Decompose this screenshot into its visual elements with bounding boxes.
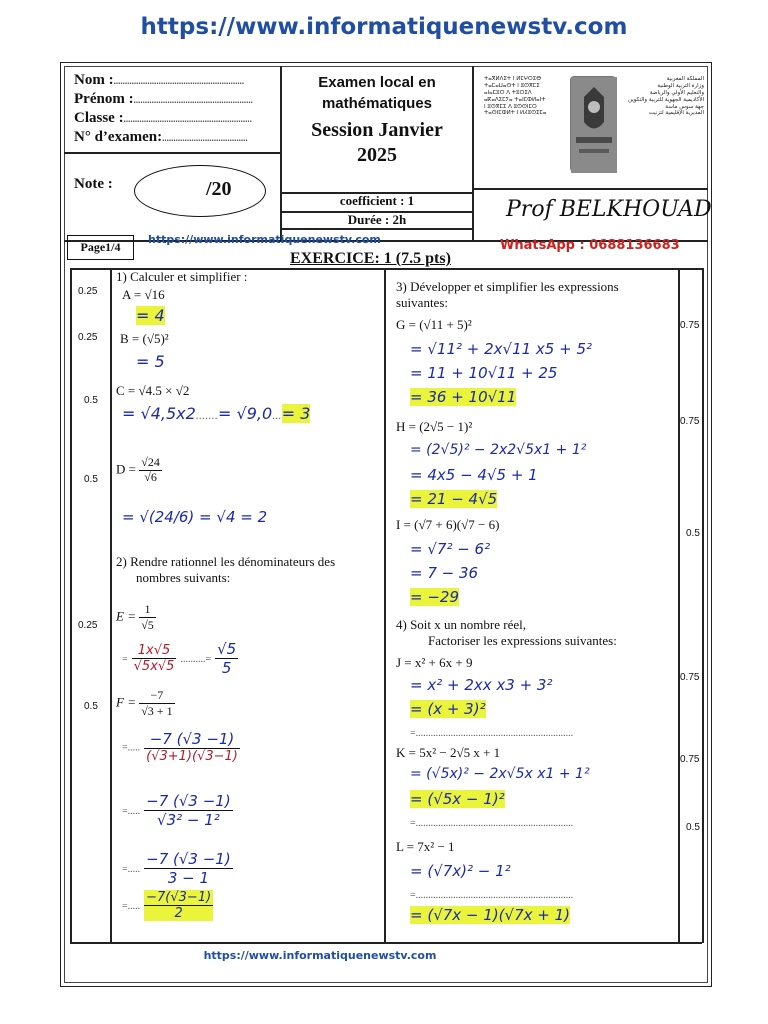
answer-f-step1: =..... $\frac{-7 (√3 -1)}{(√3+1)(√3-1)}$ <box>122 730 238 764</box>
table-border <box>384 268 386 943</box>
answer-k-final: = (√5x − 1)² <box>410 790 505 808</box>
exam-title-line1: Examen local en <box>318 74 436 91</box>
session-year: 2025 <box>357 144 397 166</box>
session-label: Session Janvier <box>311 119 443 141</box>
empty-answer-line: =............................................................... <box>410 890 574 901</box>
ministry-text-arabic: المملكة المغربية وزارة التربية الوطنية والتعليم الأولي والرياضة الأكاديمية الجهوية للتربية والتكوين جهة سوس ماسة المديرية الإقليمية لتزنيت <box>627 76 704 117</box>
note-total: /20 <box>206 178 232 200</box>
answer-a: = 4 <box>136 306 165 325</box>
points-b: 0.25 <box>78 332 98 343</box>
header-divider <box>472 188 708 190</box>
header-divider <box>64 152 280 154</box>
expr-d: D = $\frac{√24}{√6}$ <box>116 455 160 484</box>
answer-g-step1: = √11² + 2x√11 x5 + 5² <box>410 340 593 358</box>
answer-i-final: = −29 <box>410 588 459 606</box>
points-g: 0.75 <box>680 320 700 331</box>
answer-d: = √(24/6) = √4 = 2 <box>122 508 268 526</box>
answer-f-step2: =..... $\frac{-7 (√3 -1)}{\text{√3² − 1²}}$ <box>122 792 231 829</box>
answer-g-final: = 36 + 10√11 <box>410 388 517 406</box>
points-h: 0.75 <box>680 416 700 427</box>
nom-field[interactable]: Nom :.......................................................... <box>74 72 245 88</box>
expr-l: L = 7x² − 1 <box>396 839 455 854</box>
answer-b: = 5 <box>136 352 165 371</box>
expr-i: I = (√7 + 6)(√7 − 6) <box>396 517 500 532</box>
exam-number-field[interactable]: N° d’examen:...................................... <box>74 129 248 145</box>
answer-l-final: = (√7x − 1)(√7x + 1) <box>410 906 570 924</box>
header-divider <box>472 66 474 240</box>
coefficient: coefficient : 1 <box>339 193 415 208</box>
table-border <box>110 268 112 943</box>
answer-j-final: = (x + 3)² <box>410 700 486 718</box>
expr-g: G = (√11 + 5)² <box>396 317 472 332</box>
question-4-line1: 4) Soit x un nombre réel, <box>396 617 526 632</box>
points-c: 0.5 <box>84 395 98 406</box>
top-url[interactable]: https://www.informatiquenewstv.com <box>140 14 628 40</box>
question-4-line2: Factoriser les expressions suivantes: <box>428 633 617 648</box>
answer-g-step2: = 11 + 10√11 + 25 <box>410 364 558 382</box>
prof-signature: Prof BELKHOUAD <box>506 197 712 222</box>
points-f: 0.5 <box>84 701 98 712</box>
expr-j: J = x² + 6x + 9 <box>396 655 473 670</box>
answer-f-final: =..... $\frac{-7(√3-1)}{2}$ <box>122 890 212 921</box>
answer-i-step1: = √7² − 6² <box>410 540 491 558</box>
header-divider <box>280 228 472 230</box>
points-j: 0.75 <box>680 672 700 683</box>
answer-h-step2: = 4x5 − 4√5 + 1 <box>410 466 538 484</box>
answer-h-final: = 21 − 4√5 <box>410 490 498 508</box>
answer-l-step1: = (√7x)² − 1² <box>410 862 511 880</box>
points-k: 0.75 <box>680 754 700 765</box>
points-l: 0.5 <box>686 822 700 833</box>
question-2-line2: nombres suivants: <box>136 570 231 585</box>
question-1: 1) Calculer et simplifier : <box>116 269 248 284</box>
page-indicator: Page1/4 <box>67 235 134 260</box>
expr-f: F = $\frac{-7}{√3 + 1}$ <box>116 688 173 718</box>
question-3-line1: 3) Développer et simplifier les expressions <box>396 279 619 294</box>
exam-title-line2: mathématiques <box>321 95 433 112</box>
answer-i-step2: = 7 − 36 <box>410 564 479 582</box>
answer-f-step3: =..... $\frac{-7 (√3 -1)}{3 - 1}$ <box>122 850 231 887</box>
table-border <box>678 268 680 943</box>
table-border <box>702 268 704 943</box>
table-border <box>70 268 72 943</box>
crossed-answer-line: =............................................................... <box>410 818 574 829</box>
question-2-line1: 2) Rendre rationnel les dénominateurs des <box>116 554 336 569</box>
expr-a: A = √16 <box>122 287 165 302</box>
points-e: 0.25 <box>78 620 98 631</box>
answer-j-step1: = x² + 2xx x3 + 3² <box>410 676 553 694</box>
answer-k-step1: = (√5x)² − 2x√5x x1 + 1² <box>410 766 590 782</box>
expr-k: K = 5x² − 2√5 x + 1 <box>396 745 501 760</box>
classe-field[interactable]: Classe :......................................................... <box>74 110 252 126</box>
answer-h-step1: = (2√5)² − 2x2√5x1 + 1² <box>410 442 587 458</box>
whatsapp-contact[interactable]: WhatsApp : 0688136683 <box>500 238 680 253</box>
duration: Durée : 2h <box>347 212 407 227</box>
note-label: Note : <box>74 176 113 192</box>
small-url-link[interactable]: https://www.informatiquenewstv.com <box>148 233 381 246</box>
prenom-field[interactable]: Prénom :..................................................... <box>74 91 253 107</box>
expr-c: C = √4.5 × √2 <box>116 383 190 398</box>
expr-b: B = (√5)² <box>120 331 169 346</box>
coat-of-arms-emblem <box>570 76 616 172</box>
empty-answer-line: =............................................................... <box>410 728 574 739</box>
question-3-line2: suivantes: <box>396 295 448 310</box>
answer-e: = $\frac{1x√5}{√5x√5}$ ..........= $\frac{√5}{5}$ <box>122 640 237 677</box>
expr-h: H = (2√5 − 1)² <box>396 419 473 434</box>
ministry-text-tifinagh: ⵜⴰⴳⵍⴷⵉⵜ ⵏ ⵍⵎⵖⵔⵉⴱ ⵜⴰⵎⴰⵡⴰⵙⵜ ⵏ ⵓⵙⴳⵎⵉ ⴰⵏⴰⵎⵓⵔ ⴷ ⵜⵓⵔⵉⴷ ⴰⴽⴰⴷⵉⵎⵢⴰ ⵜⴰⵏⵎⵀⵍⴰⵏⵜ ⵏ ⵓⵙⴳⵎⵉ ⴷ ⵓⵙⵙⵏⵎⵔ ⵜⴰⵙⵏⵎⵀⵍⵜ ⵏ ⵍⵃⵓⵙⵉⵎⴰ <box>484 76 547 117</box>
table-border <box>70 942 702 944</box>
points-i: 0.5 <box>686 528 700 539</box>
note-oval <box>134 165 266 217</box>
points-d: 0.5 <box>84 474 98 485</box>
points-a: 0.25 <box>78 286 98 297</box>
exercise-title: EXERCICE: 1 (7.5 pts) <box>290 250 451 267</box>
answer-c: = √4,5x2.......= √9,0...= 3 <box>122 404 311 423</box>
expr-e: E = $\frac{1}{√5}$ <box>116 602 154 632</box>
bottom-url[interactable]: https://www.informatiquenewstv.com <box>203 949 437 962</box>
